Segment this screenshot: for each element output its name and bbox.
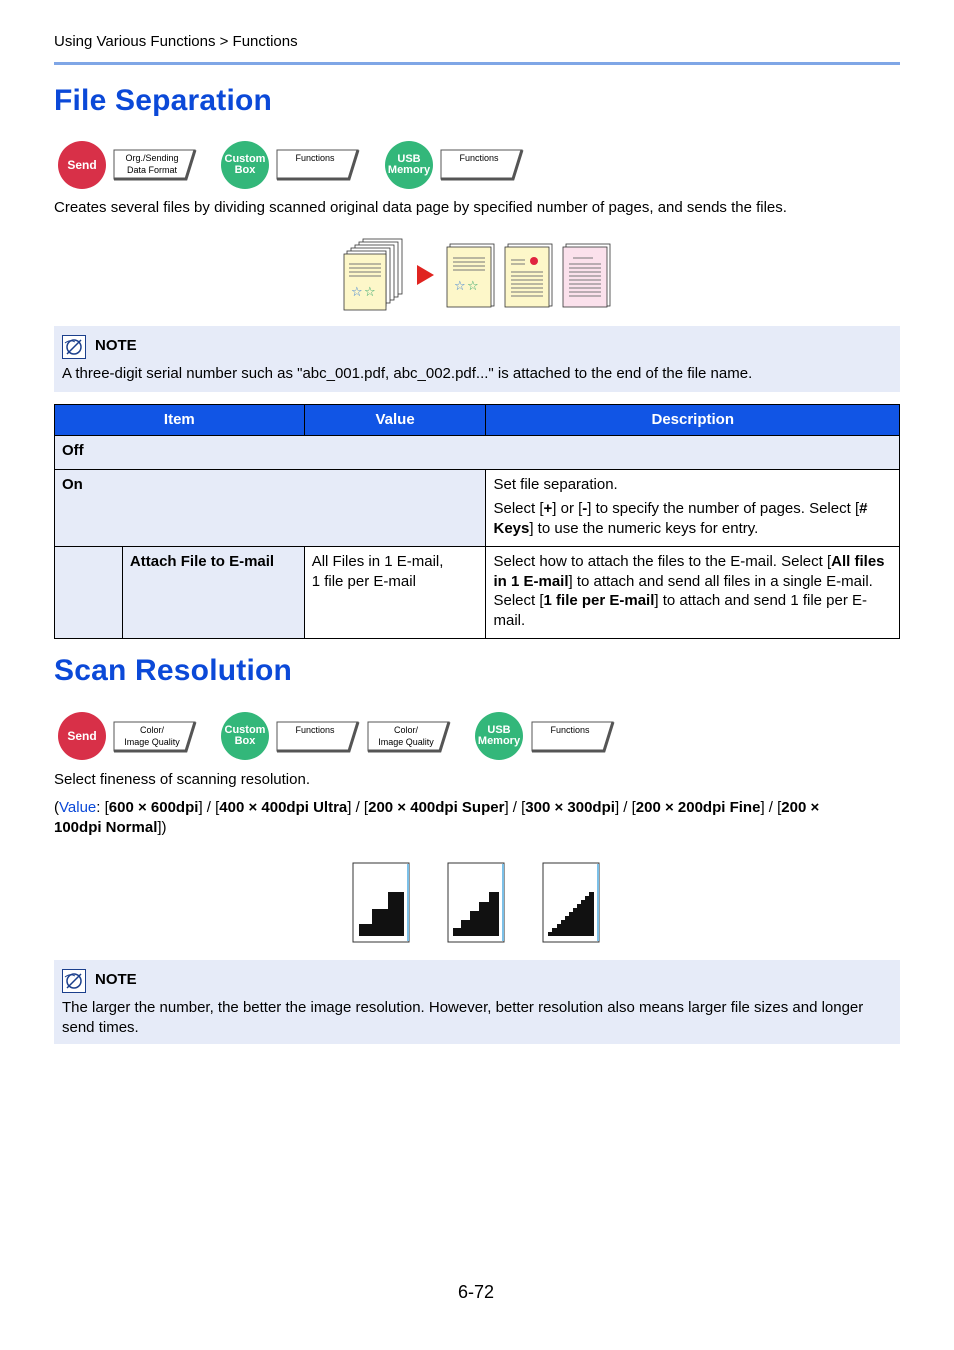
breadcrumb: Using Various Functions > Functions (54, 33, 298, 50)
svg-text:☆: ☆ (351, 285, 363, 300)
path-label: Functions (459, 153, 499, 163)
value-label: Value (59, 799, 97, 816)
path-label: Functions (295, 153, 335, 163)
note-box (54, 326, 900, 392)
resolution-illustration (352, 862, 602, 944)
table-cell-attach-value: All Files in 1 E-mail, 1 file per E-mail (304, 547, 486, 639)
note-icon (62, 969, 86, 993)
custom-box-label: Custom Box (224, 724, 266, 747)
table-header-value: Value (304, 405, 486, 436)
page-number: 6-72 (458, 1282, 495, 1302)
value-option: 200 × 400dpi Super (368, 799, 505, 816)
high-resolution-staircase-icon (543, 863, 599, 942)
usb-memory-label: USB Memory (387, 153, 431, 176)
scan-resolution-description: Select fineness of scanning resolution. (54, 771, 310, 788)
file-separation-table (54, 404, 900, 639)
usb-memory-mode-icon[interactable] (385, 141, 433, 189)
path-box-functions (276, 149, 362, 181)
custom-box-label: Custom Box (224, 153, 266, 176)
path-box-functions (440, 149, 526, 181)
note-heading: NOTE (95, 971, 137, 988)
custom-box-mode-icon[interactable] (221, 712, 269, 760)
file-separation-illustration (343, 238, 613, 314)
send-mode-icon[interactable]: Send (58, 141, 106, 189)
on-desc-line-2: Select [+] or [-] to specify the number of pages. Select [# Keys] to use the numeric keys for entry. (493, 500, 868, 537)
note-heading: NOTE (95, 337, 137, 354)
path-label: Functions (550, 725, 590, 735)
file-separation-description: Creates several files by dividing scanned original data page by specified number of pages, and sends the files. (54, 199, 787, 216)
path-label: Color/ Image Quality (378, 725, 434, 747)
path-label: Org./Sending Data Format (125, 153, 179, 175)
table-cell-on-description (486, 469, 900, 547)
low-resolution-staircase-icon (353, 863, 409, 942)
note-text: A three-digit serial number such as "abc_001.pdf, abc_002.pdf..." is attached to the end of the file name. (62, 365, 753, 382)
usb-memory-mode-icon[interactable] (475, 712, 523, 760)
usb-memory-label: USB Memory (477, 724, 521, 747)
stacked-pages-icon (343, 238, 613, 314)
note-text: The larger the number, the better the image resolution. However, better resolution also means larger file sizes and longer send times. (62, 999, 864, 1036)
header-divider (54, 62, 900, 65)
note-box (54, 960, 900, 1044)
table-cell-attach-description: Select how to attach the files to the E-mail. Select [All files in 1 E-mail] to attach and send all files in a single E-mail. Select [1 file per E-mail] to attach and send 1 file per E-mail. (486, 547, 900, 639)
table-header-row (55, 405, 900, 436)
section-title-scan-resolution: Scan Resolution (54, 654, 293, 687)
scan-resolution-values: (Value: [600 × 600dpi] / [400 × 400dpi Ultra] / [200 × 400dpi Super] / [300 × 300dpi] / [200 × 200dpi Fine] / [200 × 100dpi Normal]) (54, 799, 820, 836)
path-label: Color/ Image Quality (124, 725, 180, 747)
value-option: 400 × 400dpi Ultra (219, 799, 348, 816)
svg-text:☆: ☆ (454, 279, 466, 294)
send-mode-icon[interactable]: Send (58, 712, 106, 760)
table-row (55, 469, 900, 547)
value-option: 300 × 300dpi (525, 799, 615, 816)
on-desc-line-1: Set file separation. (493, 475, 618, 493)
path-box-color-image-quality (367, 721, 453, 753)
path-label: Functions (295, 725, 335, 735)
value-option: 200 × 100dpi Normal (54, 799, 820, 836)
table-row (55, 436, 900, 470)
svg-text:☆: ☆ (467, 279, 479, 294)
note-icon (62, 335, 86, 359)
path-box-functions (531, 721, 617, 753)
path-box-color-image-quality (113, 721, 199, 753)
custom-box-mode-icon[interactable] (221, 141, 269, 189)
table-header-item: Item (55, 405, 305, 436)
table-header-description: Description (486, 405, 900, 436)
value-option: 600 × 600dpi (108, 799, 199, 816)
svg-text:☆: ☆ (364, 285, 376, 300)
section-title-file-separation: File Separation (54, 84, 273, 117)
table-cell-attach-item: Attach File to E-mail (122, 547, 304, 639)
table-cell-on: On (55, 469, 486, 547)
medium-resolution-staircase-icon (448, 863, 504, 942)
table-cell-empty (55, 547, 123, 639)
path-box-functions (276, 721, 362, 753)
table-cell-off: Off (55, 436, 900, 470)
path-box-org-sending (113, 149, 199, 181)
table-row (55, 547, 900, 639)
value-option: 200 × 200dpi Fine (635, 799, 761, 816)
